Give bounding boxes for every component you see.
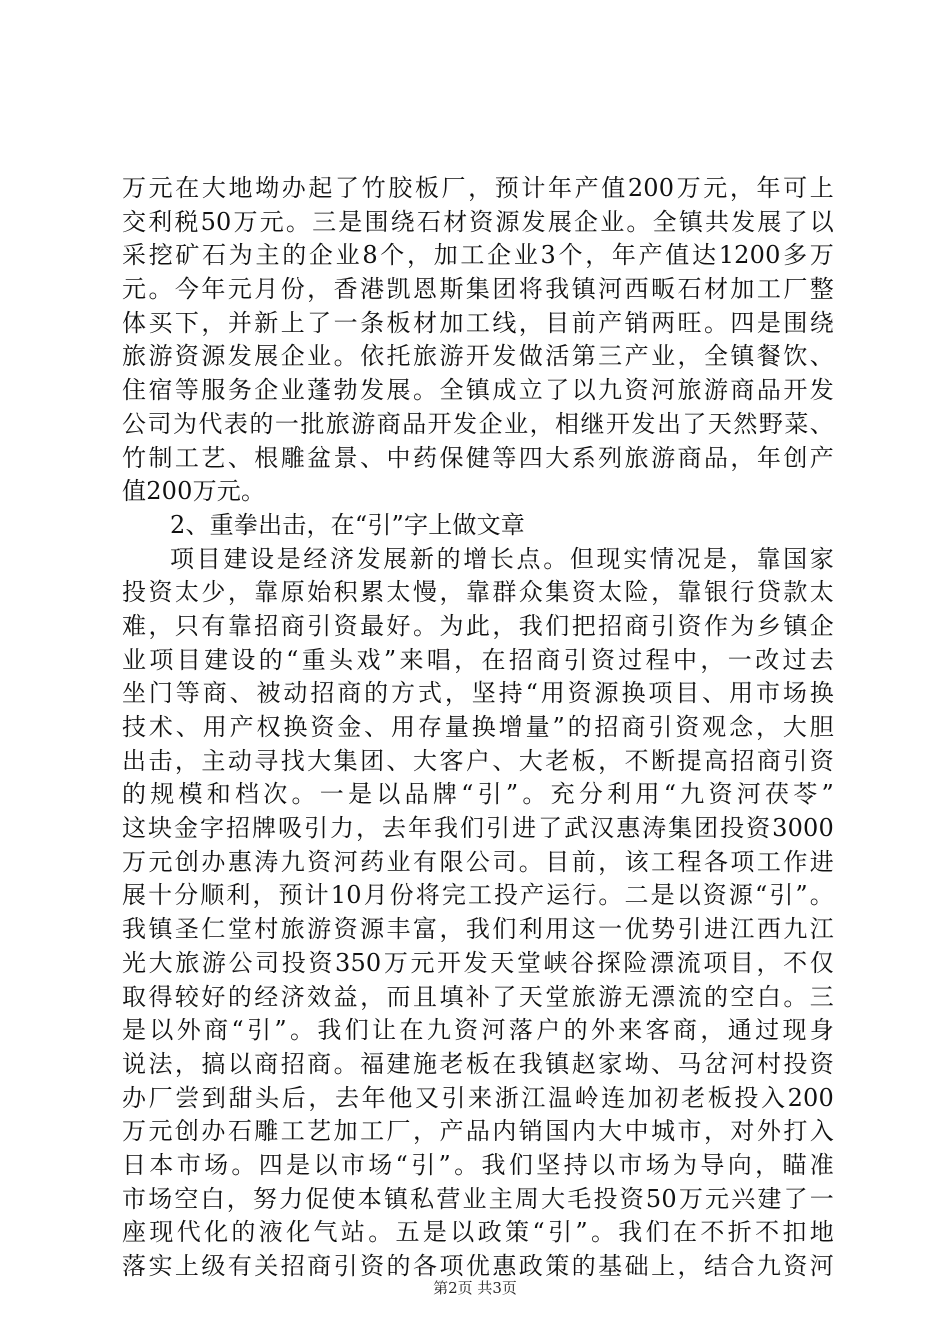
- text-line: 这块金字招牌吸引力，去年我们引进了武汉惠涛集团投资3000: [122, 814, 834, 843]
- text-line: 取得较好的经济效益，而且填补了天堂旅游无漂流的空白。三: [122, 982, 834, 1011]
- text-line: 公司为代表的一批旅游商品开发企业，相继开发出了天然野菜、: [122, 409, 834, 438]
- document-body: [122, 172, 834, 1284]
- text-line: 旅游资源发展企业。依托旅游开发做活第三产业，全镇餐饮、: [122, 342, 834, 371]
- text-line: 交利税50万元。三是围绕石材资源发展企业。全镇共发展了以: [122, 207, 834, 236]
- text-line: 技术、用产权换资金、用存量换增量”的招商引资观念，大胆: [122, 713, 834, 741]
- text-line: 采挖矿石为主的企业8个，加工企业3个，年产值达1200多万: [122, 241, 834, 270]
- text-line: 竹制工艺、根雕盆景、中药保健等四大系列旅游商品，年创产: [122, 443, 834, 472]
- page-footer: 第2页 共3页: [433, 1279, 517, 1297]
- text-line: 住宿等服务企业蓬勃发展。全镇成立了以九资河旅游商品开发: [122, 376, 834, 405]
- text-line: 是以外商“引”。我们让在九资河落户的外来客商，通过现身: [122, 1016, 834, 1045]
- text-line: 体买下，并新上了一条板材加工线，目前产销两旺。四是围绕: [122, 308, 834, 337]
- text-line: 万元创办石雕工艺加工厂，产品内销国内大中城市，对外打入: [122, 1117, 834, 1146]
- text-line: 市场空白，努力促使本镇私营业主周大毛投资50万元兴建了一: [122, 1184, 834, 1213]
- text-line: 业项目建设的“重头戏”来唱，在招商引资过程中，一改过去: [122, 645, 834, 674]
- text-line: 万元创办惠涛九资河药业有限公司。目前，该工程各项工作进: [122, 847, 834, 876]
- text-line: 的规模和档次。一是以品牌“引”。充分利用“九资河茯苓”: [122, 780, 834, 809]
- text-line: 落实上级有关招商引资的各项优惠政策的基础上，结合九资河: [122, 1252, 834, 1280]
- text-line: 难，只有靠招商引资最好。为此，我们把招商引资作为乡镇企: [122, 611, 834, 640]
- text-line: 元。今年元月份，香港凯恩斯集团将我镇河西畈石材加工厂整: [122, 275, 834, 304]
- text-line: 展十分顺利，预计10月份将完工投产运行。二是以资源“引”。: [122, 881, 834, 910]
- text-line: 日本市场。四是以市场“引”。我们坚持以市场为导向，瞄准: [122, 1150, 834, 1179]
- text-line: 项目建设是经济发展新的增长点。但现实情况是，靠国家: [170, 544, 834, 573]
- text-line: 值200万元。: [122, 477, 266, 506]
- text-line: 说法，搞以商招商。福建施老板在我镇赵家坳、马岔河村投资: [122, 1049, 834, 1078]
- text-line: 我镇圣仁堂村旅游资源丰富，我们利用这一优势引进江西九江: [122, 915, 834, 944]
- text-line: 投资太少，靠原始积累太慢，靠群众集资太险，靠银行贷款太: [122, 578, 834, 607]
- text-line: 光大旅游公司投资350万元开发天堂峡谷探险漂流项目，不仅: [122, 948, 834, 977]
- text-line: 座现代化的液化气站。五是以政策“引”。我们在不折不扣地: [122, 1218, 834, 1247]
- text-line: 办厂尝到甜头后，去年他又引来浙江温岭连加初老板投入200: [122, 1083, 834, 1112]
- text-line: 万元在大地坳办起了竹胶板厂，预计年产值200万元，年可上: [122, 174, 834, 202]
- section-heading: 2、重拳出击，在“引”字上做文章: [170, 510, 526, 539]
- text-line: 出击，主动寻找大集团、大客户、大老板，不断提高招商引资: [122, 746, 834, 775]
- text-line: 坐门等商、被动招商的方式，坚持“用资源换项目、用市场换: [122, 679, 834, 708]
